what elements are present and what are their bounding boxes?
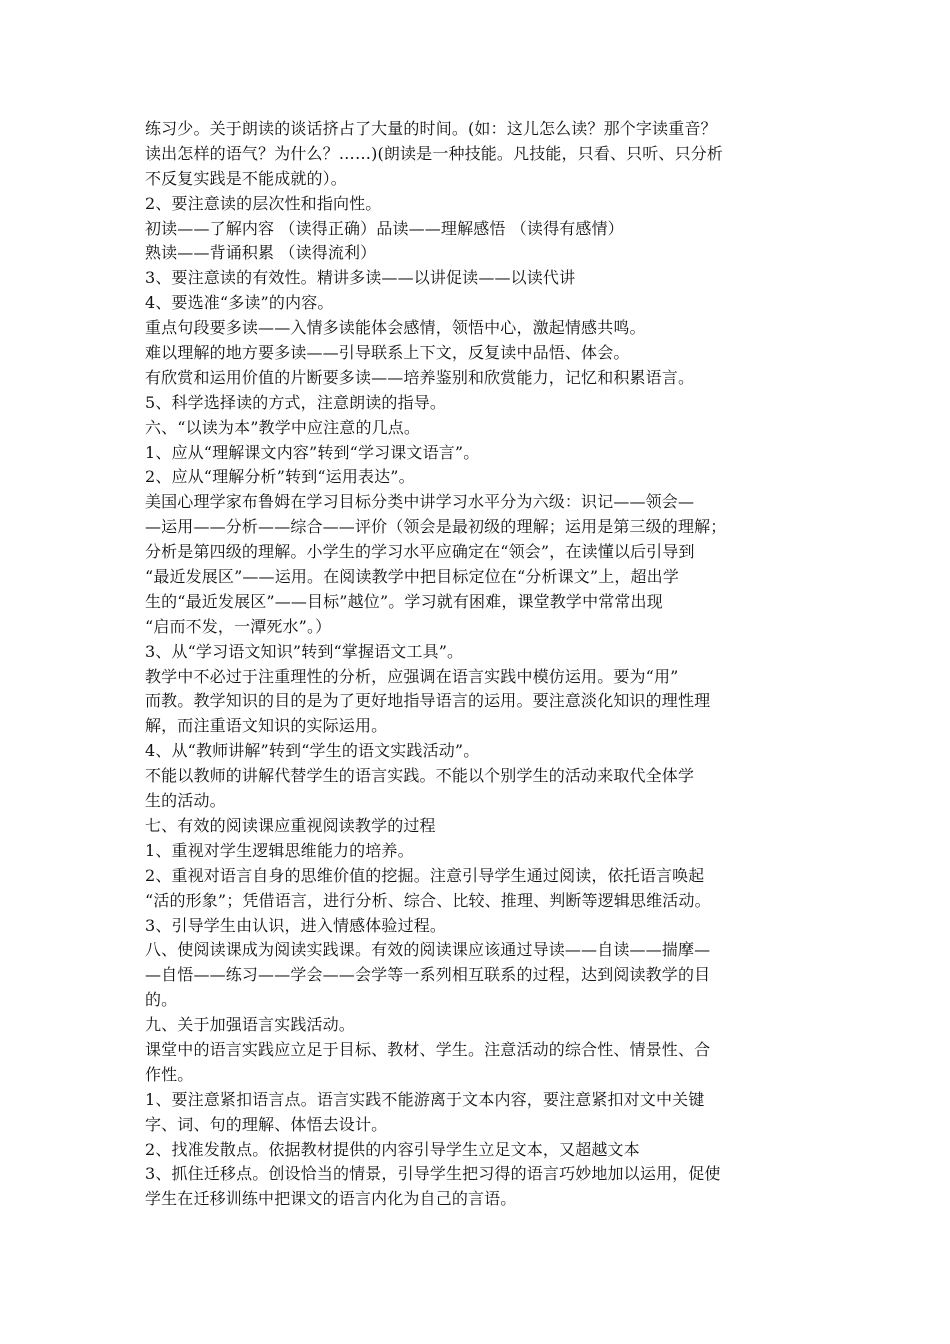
text-line: 字、词、句的理解、体悟去设计。 xyxy=(145,1114,388,1134)
text-line: 美国心理学家布鲁姆在学习目标分类中讲学习水平分为六级：识记——领会— xyxy=(145,492,695,512)
section-heading: 六、“以读为本”教学中应注意的几点。 xyxy=(145,417,421,437)
text-line: —自悟——练习——学会——会学等一系列相互联系的过程，达到阅读教学的目 xyxy=(145,965,711,985)
text-line: 生的活动。 xyxy=(145,791,226,811)
text-line: 2、应从“理解分析”转到“运用表达”。 xyxy=(145,467,415,487)
text-line: 1、要注意紧扣语言点。语言实践不能游离于文本内容，要注意紧扣对文中关键 xyxy=(145,1089,705,1109)
text-line: 而教。教学知识的目的是为了更好地指导语言的运用。要注意淡化知识的理性理 xyxy=(145,691,711,711)
text-line: 练习少。关于朗读的谈话挤占了大量的时间。(如：这儿怎么读？那个字读重音？ xyxy=(145,119,717,138)
document-page xyxy=(145,117,813,1212)
text-line: 3、要注意读的有效性。精讲多读——以讲促读——以读代讲 xyxy=(145,268,576,288)
text-line: 生的“最近发展区”——目标”越位”。学习就有困难，课堂教学中常常出现 xyxy=(145,591,663,611)
text-line: 有欣赏和运用价值的片断要多读——培养鉴别和欣赏能力，记忆和积累语言。 xyxy=(145,367,695,387)
text-line: 不反复实践是不能成就的）。 xyxy=(145,168,347,188)
text-line: 3、引导学生由认识，进入情感体验过程。 xyxy=(145,915,447,935)
text-line: 1、应从“理解课文内容”转到“学习课文语言”。 xyxy=(145,442,480,462)
text-line: “启而不发，一潭死水”。） xyxy=(145,616,332,636)
text-line: 作性。 xyxy=(145,1064,194,1084)
text-line: 2、找准发散点。依据教材提供的内容引导学生立足文本，又超越文本 xyxy=(145,1139,640,1159)
text-line: 教学中不必过于注重理性的分析，应强调在语言实践中模仿运用。要为“用” xyxy=(145,666,679,686)
text-line: —运用——分析——综合——评价（领会是最初级的理解；运用是第三级的理解； xyxy=(145,517,727,537)
text-line: 读出怎样的语气？为什么？……)(朗读是一种技能。凡技能，只看、只听、只分析 xyxy=(145,143,724,163)
text-line: 3、抓住迁移点。创设恰当的情景，引导学生把习得的语言巧妙地加以运用，促使 xyxy=(145,1164,721,1184)
text-line: 4、要选准“多读”的内容。 xyxy=(145,293,334,313)
text-line: “最近发展区”——运用。在阅读教学中把目标定位在“分析课文”上，超出学 xyxy=(145,567,679,587)
text-line: 2、要注意读的层次性和指向性。 xyxy=(145,193,382,213)
text-line: 4、从“教师讲解”转到“学生的语文实践活动”。 xyxy=(145,741,480,761)
text-line: 1、重视对学生逻辑思维能力的培养。 xyxy=(145,840,414,860)
section-heading: 八、使阅读课成为阅读实践课。有效的阅读课应该通过导读——自读——揣摩— xyxy=(145,940,711,960)
section-heading: 九、关于加强语言实践活动。 xyxy=(145,1015,355,1035)
text-line: 解，而注重语文知识的实际运用。 xyxy=(145,716,388,736)
text-line: 学生在迁移训练中把课文的语言内化为自己的言语。 xyxy=(145,1189,517,1209)
text-line: 难以理解的地方要多读——引导联系上下文，反复读中品悟、体会。 xyxy=(145,343,630,363)
text-line: 重点句段要多读——入情多读能体会感情，领悟中心，激起情感共鸣。 xyxy=(145,318,646,338)
text-line: 不能以教师的讲解代替学生的语言实践。不能以个别学生的活动来取代全体学 xyxy=(145,766,695,786)
text-line: 初读——了解内容 （读得正确）品读——理解感悟 （读得有感情） xyxy=(145,218,624,238)
text-line: 5、科学选择读的方式，注意朗读的指导。 xyxy=(145,392,447,412)
text-line: 分析是第四级的理解。小学生的学习水平应确定在“领会”，在读懂以后引导到 xyxy=(145,542,695,562)
text-line: 的。 xyxy=(145,990,178,1010)
text-line: 熟读——背诵积累 （读得流利） xyxy=(145,243,377,263)
text-line: “活的形象”；凭借语言，进行分析、综合、比较、推理、判断等逻辑思维活动。 xyxy=(145,890,711,910)
text-line: 课堂中的语言实践应立足于目标、教材、学生。注意活动的综合性、情景性、合 xyxy=(145,1039,711,1059)
text-line: 3、从“学习语文知识”转到“掌握语文工具”。 xyxy=(145,641,464,661)
section-heading: 七、有效的阅读课应重视阅读教学的过程 xyxy=(145,815,436,835)
text-line: 2、重视对语言自身的思维价值的挖掘。注意引导学生通过阅读，依托语言唤起 xyxy=(145,865,705,885)
